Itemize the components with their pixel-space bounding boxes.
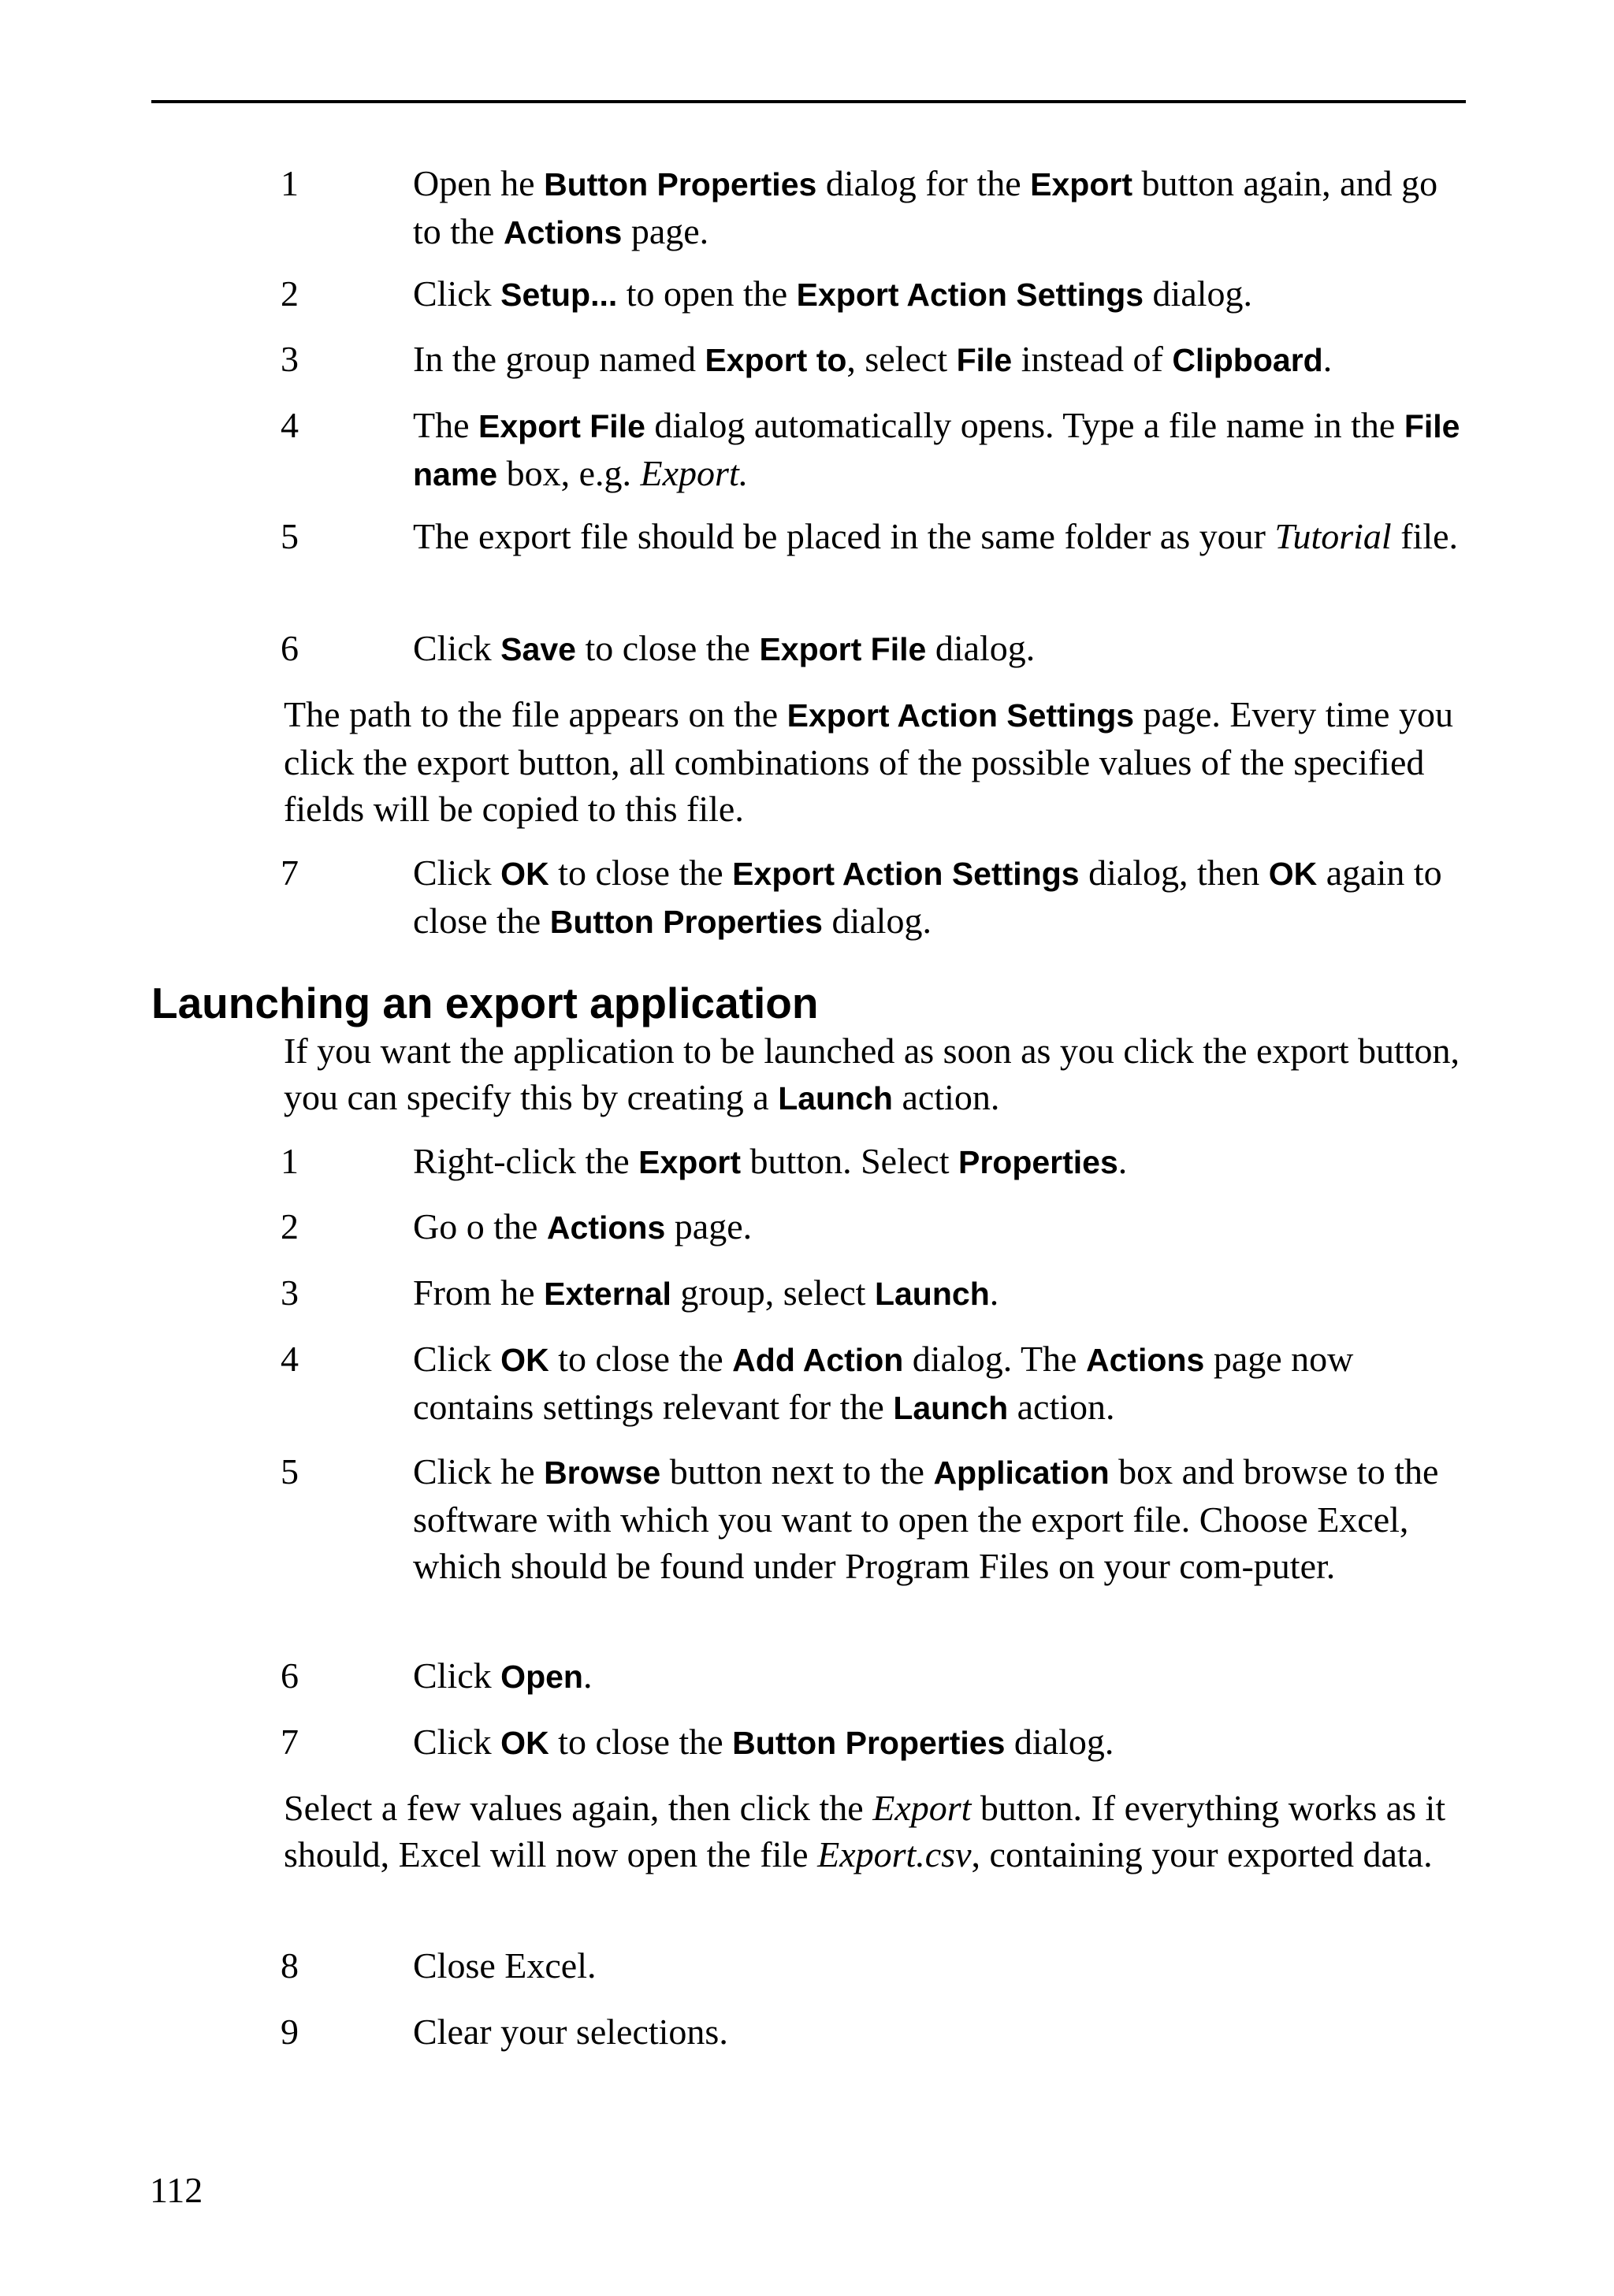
text-run: . (989, 1272, 999, 1313)
step-number: 6 (281, 1655, 299, 1696)
text-run: to close the (549, 1339, 733, 1379)
text-run: button next to the (660, 1451, 934, 1492)
text-run: to open the (617, 273, 797, 314)
page-number: 112 (150, 2170, 203, 2210)
text-run: dialog automatically opens. Type a file name in the (645, 405, 1404, 445)
ui-term: OK (500, 1342, 549, 1378)
step-number: 9 (281, 2012, 299, 2052)
step-number: 6 (281, 628, 299, 668)
step-number: 4 (281, 1339, 299, 1379)
text-run: . (582, 1655, 593, 1696)
body-paragraph (284, 691, 1466, 832)
ui-term: Export to (705, 342, 847, 378)
ui-term: OK (500, 856, 549, 892)
text-run: button. Select (741, 1141, 958, 1181)
text-run: box and browse to the software with which you want to open the export file. Choose Excel, which should be found under Program Files on your com-puter. (413, 1451, 1439, 1586)
step-text (413, 1652, 1463, 1700)
text-run: , containing your exported data. (971, 1834, 1433, 1874)
header-rule (151, 100, 1466, 103)
step-text (413, 1448, 1463, 1589)
step-number: 2 (281, 1206, 299, 1246)
step-text (413, 849, 1463, 946)
text-run: file. (1391, 516, 1459, 556)
step-text (413, 1203, 1463, 1251)
text-run: box, e.g. (497, 453, 641, 493)
step-text (413, 1942, 1463, 1989)
text-run: Right-click the (413, 1141, 639, 1181)
text-run: . (1118, 1141, 1128, 1181)
ui-term: Export File (759, 631, 927, 667)
ui-term: File name (413, 408, 1460, 492)
ui-term: External (544, 1276, 671, 1312)
ui-term: Export Action Settings (732, 856, 1080, 892)
text-run: The path to the file appears on the (284, 694, 787, 734)
ui-term: Save (500, 631, 576, 667)
emphasis-text: Export (872, 1788, 972, 1828)
text-run: dialog. The (903, 1339, 1086, 1379)
step-number: 7 (281, 1722, 299, 1762)
text-run: Open he (413, 163, 545, 203)
ui-term: OK (1268, 856, 1318, 892)
step-number: 5 (281, 516, 299, 556)
text-run: Click (413, 853, 501, 893)
ui-term: Export Action Settings (796, 277, 1144, 313)
text-run: Select a few values again, then click the (284, 1788, 873, 1828)
ui-term: Export Action Settings (787, 697, 1135, 734)
text-run: Close Excel. (413, 1945, 597, 1986)
step-number: 5 (281, 1451, 299, 1492)
emphasis-text: Tutorial (1274, 516, 1392, 556)
ui-term: Open (500, 1659, 583, 1695)
ui-term: Export (638, 1144, 742, 1180)
text-run: The export file should be placed in the same folder as your (413, 516, 1275, 556)
step-text (413, 1718, 1463, 1767)
step-text (413, 625, 1463, 673)
body-paragraph (284, 1027, 1466, 1122)
text-run: In the group named (413, 339, 705, 379)
text-run: Click (413, 1339, 501, 1379)
step-number: 1 (281, 163, 299, 203)
text-run: From he (413, 1272, 545, 1313)
text-run: group, select (671, 1272, 875, 1313)
text-run: Click (413, 273, 501, 314)
step-text (413, 2008, 1463, 2055)
ui-term: Actions (1085, 1342, 1205, 1378)
ui-term: Application (933, 1455, 1110, 1491)
emphasis-text: Export. (640, 453, 749, 493)
text-run: dialog. (926, 628, 1036, 668)
ui-term: File (956, 342, 1013, 378)
ui-term: Button Properties (732, 1725, 1006, 1761)
text-run: page. Every time you click the export button, all combinations of the possible values of the specified fields will be copied to this file. (284, 694, 1453, 829)
text-run: instead of (1012, 339, 1173, 379)
ui-term: Launch (778, 1080, 893, 1116)
ui-term: Export File (478, 408, 645, 444)
step-text (413, 402, 1463, 498)
step-text (413, 336, 1463, 384)
text-run: to close the (575, 628, 760, 668)
text-run: Clear your selections. (413, 2012, 728, 2052)
step-number: 1 (281, 1141, 299, 1181)
ui-term: Export (1030, 166, 1132, 202)
ui-term: Button Properties (549, 904, 823, 940)
text-run: page. (665, 1206, 753, 1246)
step-number: 3 (281, 339, 299, 379)
ui-term: Browse (544, 1455, 661, 1491)
ui-term: Actions (546, 1209, 666, 1246)
text-run: , select (846, 339, 957, 379)
text-run: action. (892, 1077, 1000, 1117)
step-number: 4 (281, 405, 299, 445)
text-run: to close the (549, 853, 733, 893)
ui-term: Button Properties (544, 166, 817, 202)
ui-term: Launch (874, 1276, 990, 1312)
text-run: to close the (549, 1722, 733, 1762)
ui-term: Actions (503, 214, 623, 251)
ui-term: Launch (893, 1390, 1009, 1426)
text-run: button again, and go to the (413, 163, 1438, 251)
text-run: . (1322, 339, 1333, 379)
body-paragraph (284, 1785, 1466, 1878)
text-run: Click he (413, 1451, 545, 1492)
emphasis-text: Export.csv (817, 1834, 972, 1874)
text-run: again to close the (413, 853, 1442, 941)
ui-term: Setup... (500, 277, 618, 313)
step-number: 2 (281, 273, 299, 314)
step-number: 8 (281, 1945, 299, 1986)
text-run: dialog, then (1079, 853, 1269, 893)
step-number: 3 (281, 1272, 299, 1313)
step-text (413, 270, 1463, 318)
step-text (413, 160, 1463, 256)
step-text (413, 1336, 1463, 1432)
text-run: The (413, 405, 479, 445)
text-run: Click (413, 1722, 501, 1762)
text-run: action. (1008, 1387, 1115, 1427)
step-text (413, 513, 1463, 559)
text-run: button. If everything works as it should, Excel will now open the file (284, 1788, 1446, 1874)
step-text (413, 1269, 1463, 1317)
ui-term: Add Action (732, 1342, 904, 1378)
text-run: dialog. (1144, 273, 1253, 314)
ui-term: Clipboard (1172, 342, 1323, 378)
ui-term: Properties (958, 1144, 1118, 1180)
text-run: Go o the (413, 1206, 547, 1246)
step-number: 7 (281, 853, 299, 893)
text-run: dialog for the (816, 163, 1031, 203)
text-run: dialog. (822, 901, 932, 941)
text-run: page now contains settings relevant for the (413, 1339, 1354, 1427)
text-run: page. (622, 211, 709, 251)
text-run: dialog. (1005, 1722, 1114, 1762)
text-run: Click (413, 628, 501, 668)
step-text (413, 1138, 1463, 1186)
text-run: If you want the application to be launched as soon as you click the export button, you can specify this by creating a (284, 1031, 1460, 1117)
ui-term: OK (500, 1725, 549, 1761)
section-heading: Launching an export application (151, 979, 819, 1027)
text-run: Click (413, 1655, 501, 1696)
